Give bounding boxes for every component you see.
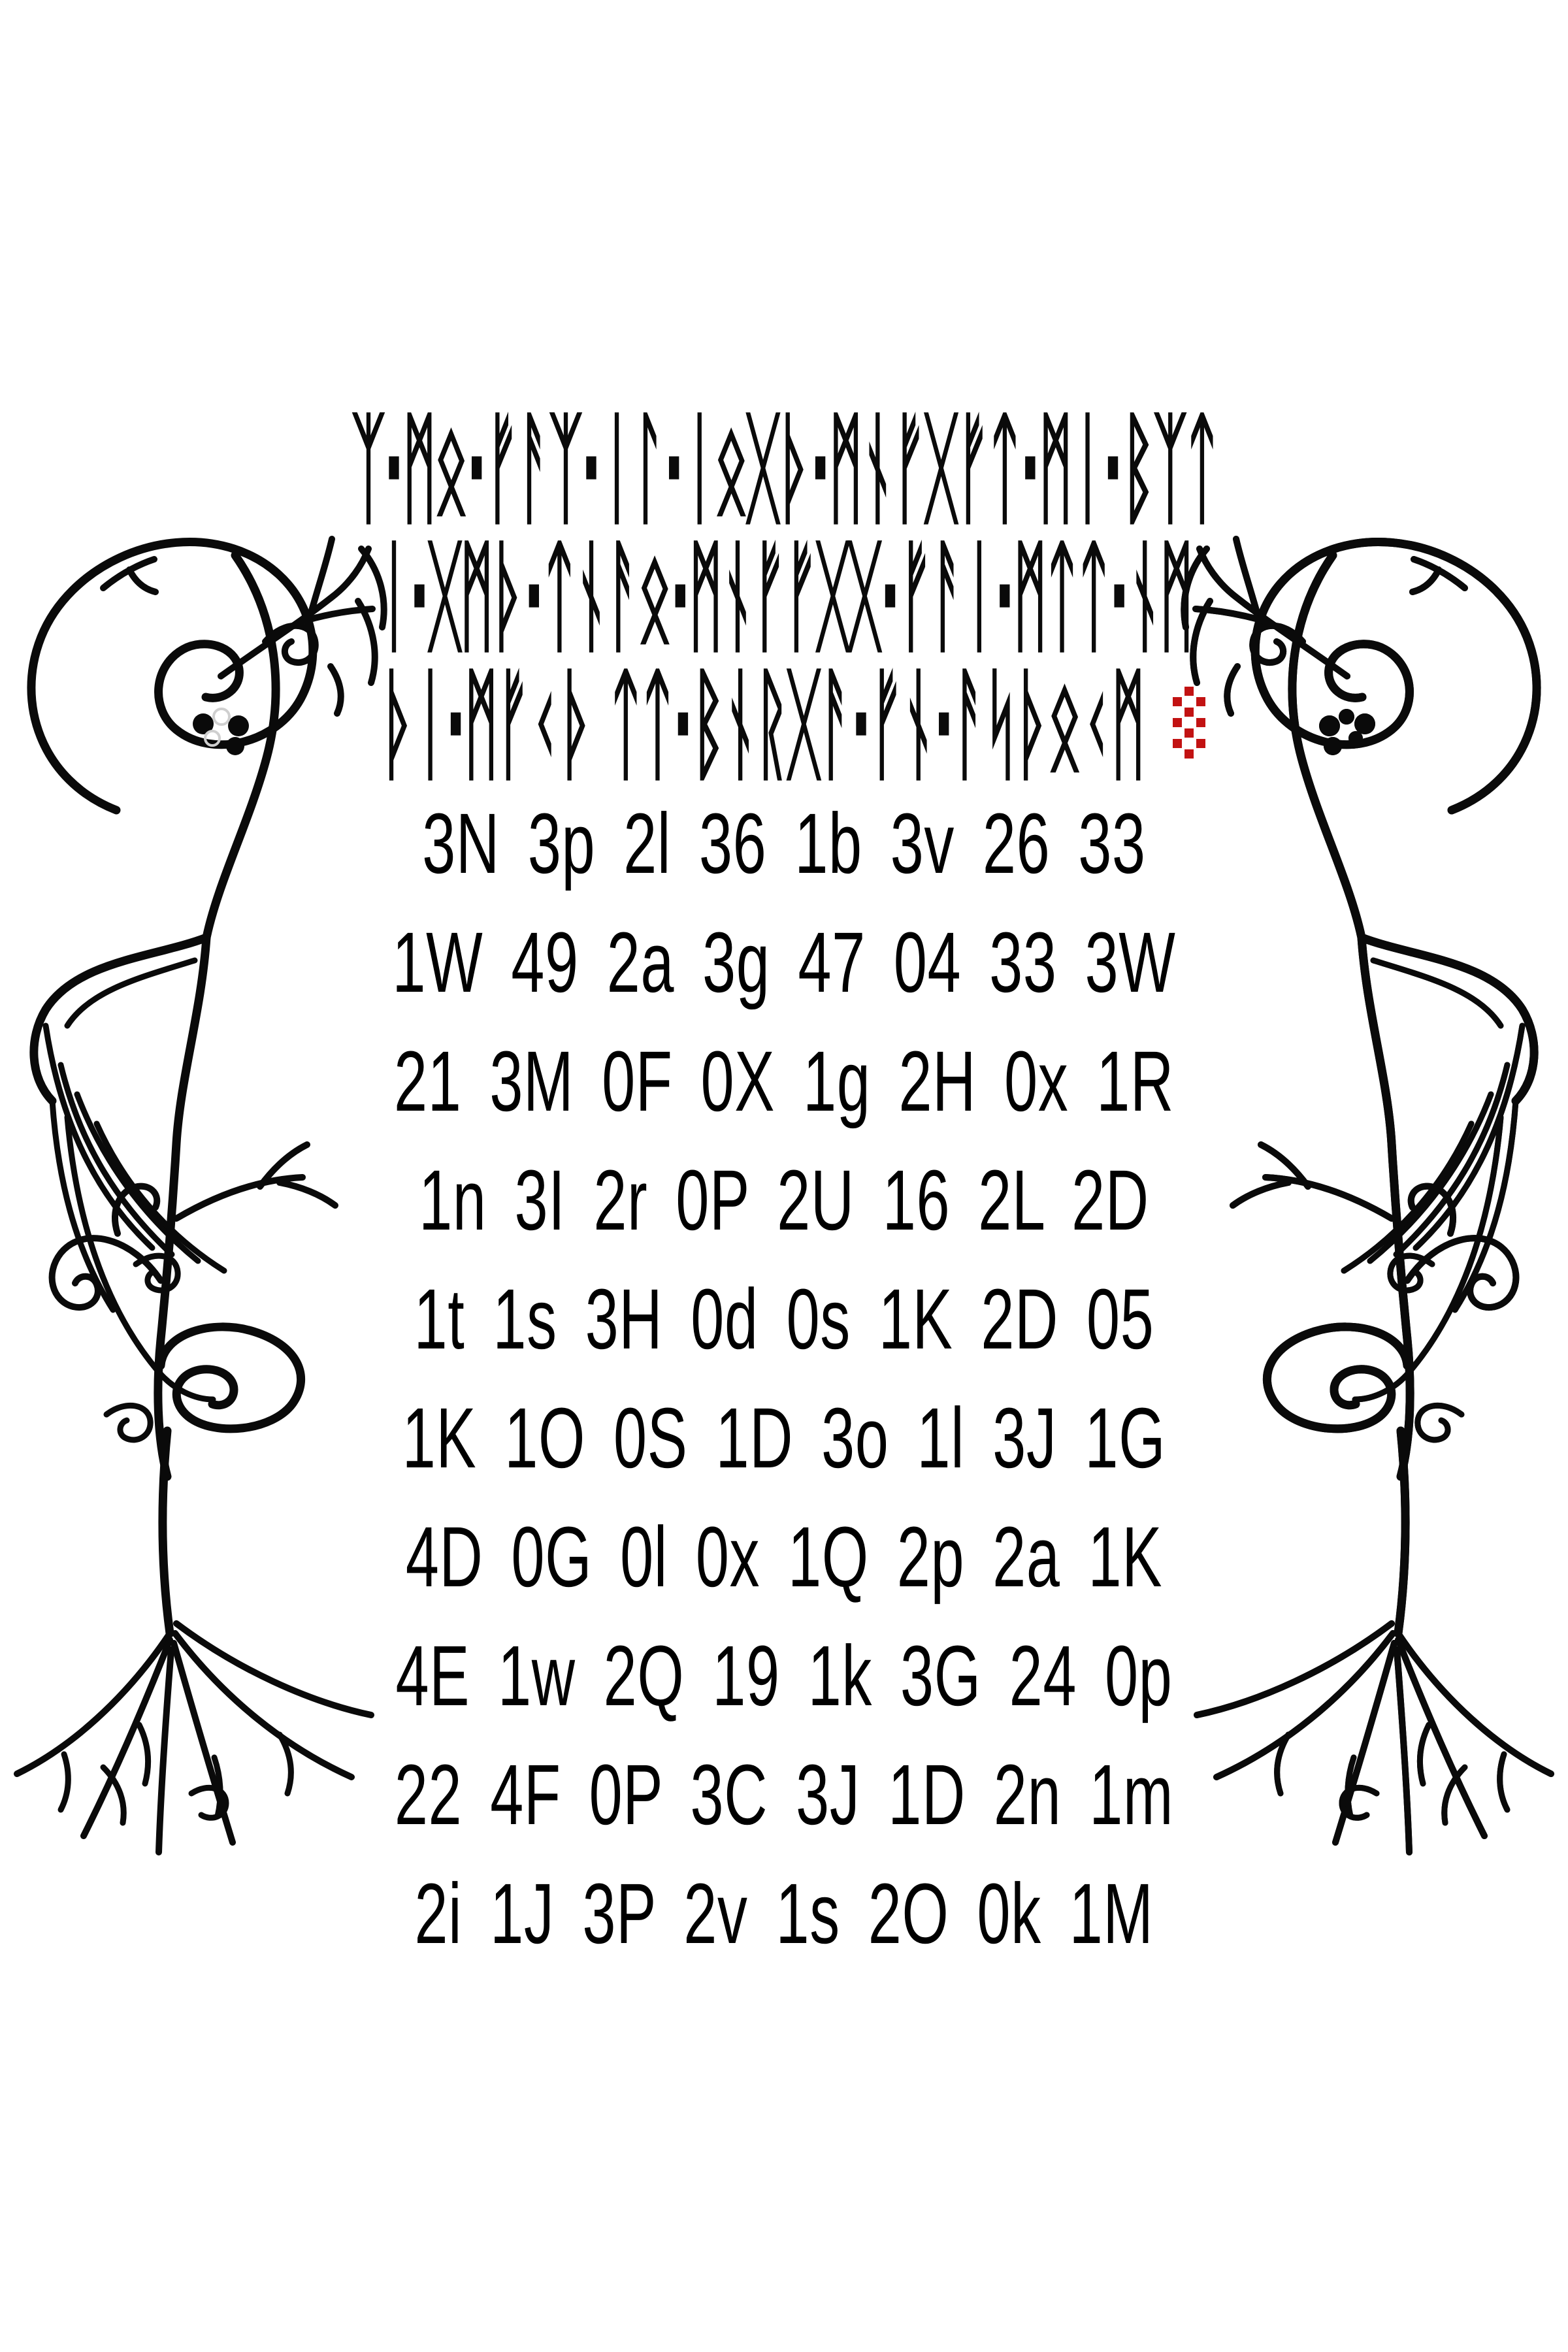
code-row: 21 3M 0F 0X 1g 2H 0x 1R — [394, 1033, 1174, 1129]
code-row: 3N 3p 2l 36 1b 3v 26 33 — [422, 795, 1146, 891]
runic-line-2: ᛁ·ᚷᛗᚦ·ᛏᚾᚨᛟ·ᛗᚾᚠᚠᚷᚷ·ᚠᚨᛁ·ᛗᛏᛏ·ᚾᛗ — [376, 525, 1192, 668]
runic-line-1: ᛉ·ᛗᛟ·ᚠᚨᛉ·ᛁᛚ·ᛁᛟᚷᚦ·ᛗᚾᚠᚷᚠᛏ·ᛗᛁ·ᛒᛉᛏ — [351, 397, 1217, 540]
code-row: 1n 3I 2r 0P 2U 16 2L 2D — [419, 1152, 1149, 1248]
code-row: 1K 1O 0S 1D 3o 1l 3J 1G — [402, 1390, 1166, 1486]
code-grid — [0, 784, 1568, 1973]
code-row: 22 4F 0P 3C 3J 1D 2n 1m — [394, 1746, 1174, 1842]
code-row: 1t 1s 3H 0d 0s 1K 2D 05 — [414, 1271, 1154, 1367]
code-row: 1W 49 2a 3g 47 04 33 3W — [392, 914, 1176, 1010]
code-row: 4E 1w 2Q 19 1k 3G 24 0p — [395, 1627, 1173, 1723]
runic-inscription — [0, 397, 1568, 796]
code-row: 2i 1J 3P 2v 1s 2O 0k 1M — [414, 1865, 1154, 1961]
runic-line-3: ᚦᛁ·ᛗᚠᚲᚦ ᛏᛏ·ᛒᚾᚱᚷᚨ·ᚠᚾ·ᚨᛋᚦᛟᚲᛗ — [382, 653, 1143, 796]
code-row: 4D 0G 0l 0x 1Q 2p 2a 1K — [405, 1509, 1163, 1605]
